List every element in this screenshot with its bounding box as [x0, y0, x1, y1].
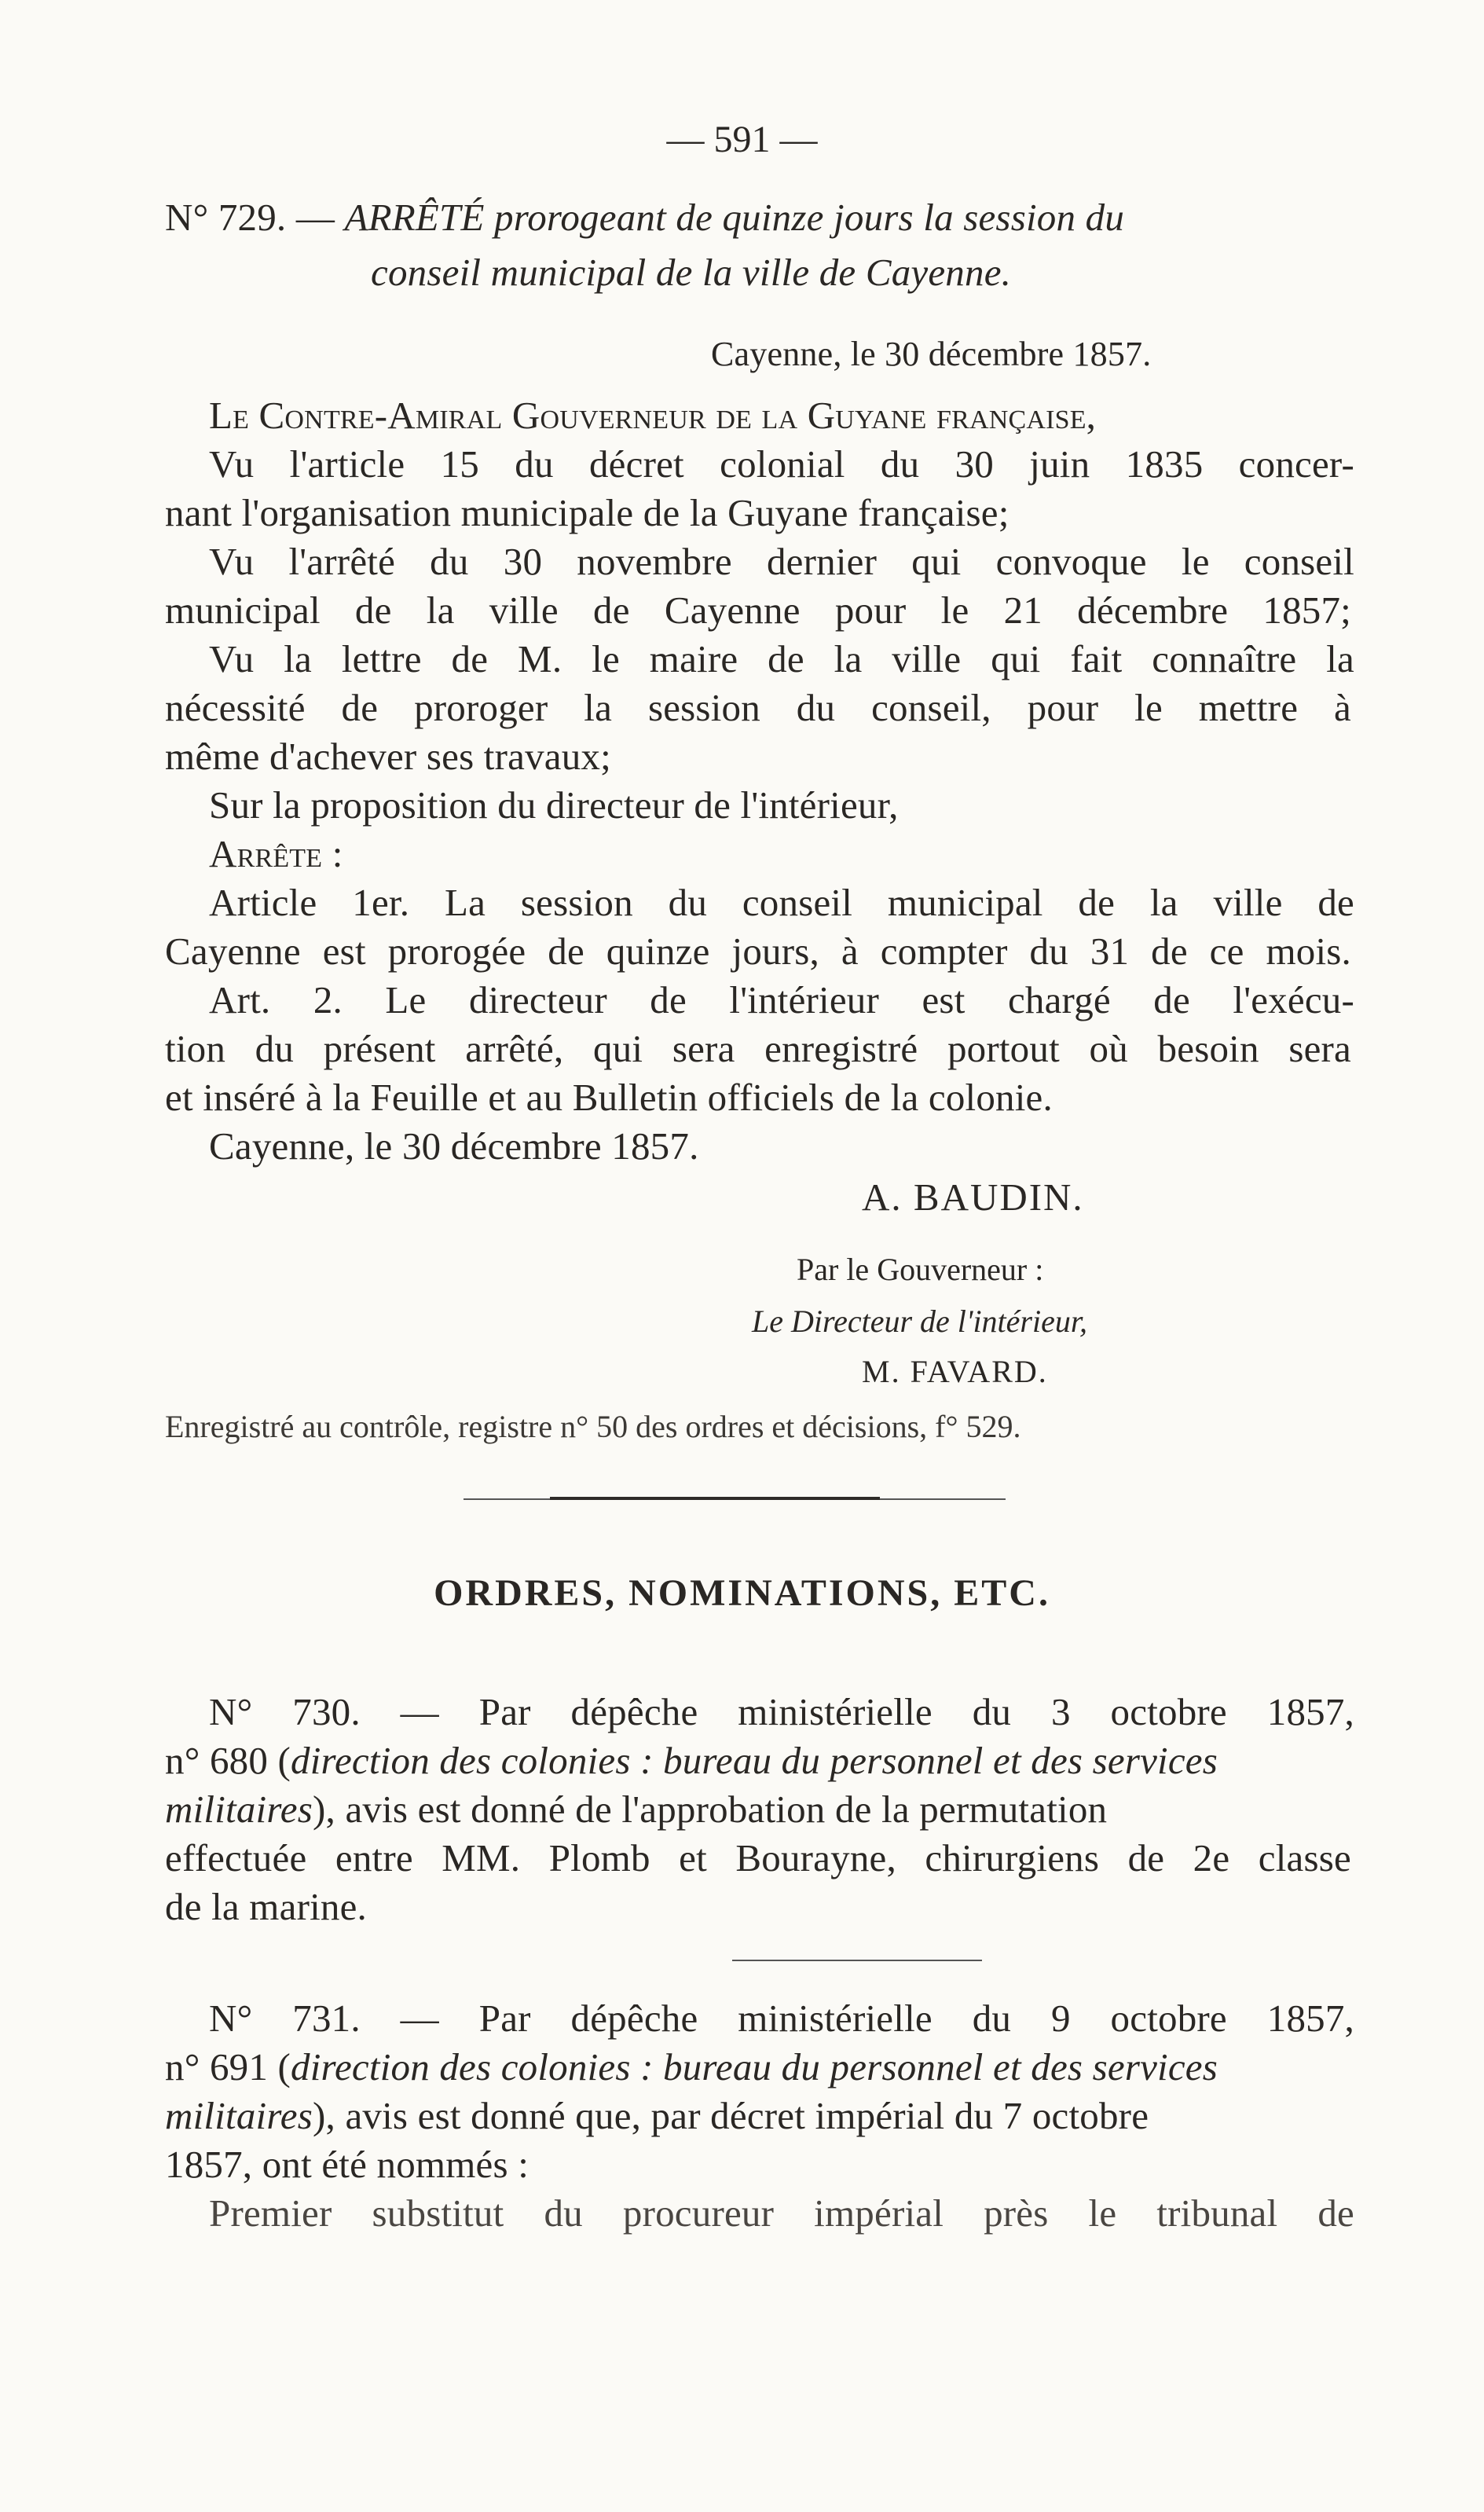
article1-line: Article 1er. La session du conseil municipal de la ville de — [209, 881, 1354, 924]
directeur-name: M. FAVARD. — [862, 1354, 1048, 1389]
item-731-line4: 1857, ont été nommés : — [165, 2143, 529, 2186]
body-line: Sur la proposition du directeur de l'intérieur, — [209, 783, 899, 827]
body-line: nécessité de proroger la session du conseil, pour le mettre à — [165, 686, 1351, 729]
arrete-title-line1 — [165, 195, 1124, 240]
arrete-number: N° 729. — — [165, 196, 335, 239]
par-le-gouverneur: Par le Gouverneur : — [797, 1252, 1044, 1287]
body-line: Vu l'article 15 du décret colonial du 30 juin 1835 concer- — [209, 442, 1354, 486]
item-730-line4: effectuée entre MM. Plomb et Bourayne, chirurgiens de 2e classe — [165, 1836, 1351, 1879]
arrete-title: ARRÊTÉ prorogeant de quinze jours la session du — [344, 196, 1125, 239]
body-line: même d'achever ses travaux; — [165, 735, 611, 778]
body-line: Vu la lettre de M. le maire de la ville qui fait connaître la — [209, 637, 1354, 680]
article2-line: Art. 2. Le directeur de l'intérieur est chargé de l'exécu- — [209, 978, 1354, 1021]
section-heading: ORDRES, NOMINATIONS, ETC. — [434, 1572, 1050, 1614]
page-number: — 591 — — [666, 119, 818, 160]
body-line: nant l'organisation municipale de la Guyane française; — [165, 491, 1009, 534]
closing-date: Cayenne, le 30 décembre 1857. — [209, 1124, 699, 1168]
arrete-title-line2: conseil municipal de la ville de Cayenne. — [371, 251, 1012, 294]
body-line: Vu l'arrêté du 30 novembre dernier qui convoque le conseil — [209, 540, 1354, 583]
item-731-line3: militaires), avis est donné que, par décret impérial du 7 octobre — [165, 2094, 1149, 2137]
item-731-line1: N° 731. — Par dépêche ministérielle du 9 octobre 1857, — [209, 1997, 1354, 2040]
signature: A. BAUDIN. — [862, 1175, 1084, 1219]
article2-line: tion du présent arrêté, qui sera enregistré portout où besoin sera — [165, 1027, 1351, 1070]
article2-line: et inséré à la Feuille et au Bulletin officiels de la colonie. — [165, 1076, 1053, 1119]
directeur-title: Le Directeur de l'intérieur, — [752, 1304, 1087, 1339]
item-separator-rule — [732, 1960, 982, 1961]
separator-rule-thick — [550, 1497, 880, 1500]
item-731-line2: n° 691 (direction des colonies : bureau du personnel et des services — [165, 2045, 1218, 2088]
item-730-line2: n° 680 (direction des colonies : bureau du personnel et des services — [165, 1739, 1218, 1782]
arrete-label: Arrête : — [209, 832, 343, 875]
article1-line: Cayenne est prorogée de quinze jours, à compter du 31 de ce mois. — [165, 930, 1351, 973]
item-731-line5: Premier substitut du procureur impérial près le tribunal de — [209, 2191, 1354, 2235]
item-730-line5: de la marine. — [165, 1885, 368, 1928]
date-line: Cayenne, le 30 décembre 1857. — [711, 335, 1152, 373]
item-730-line1: N° 730. — Par dépêche ministérielle du 3 octobre 1857, — [209, 1690, 1354, 1733]
item-730-line3: militaires), avis est donné de l'approbation de la permutation — [165, 1788, 1108, 1831]
preamble: Le Contre-Amiral Gouverneur de la Guyane française, — [209, 394, 1097, 437]
registration-line: Enregistré au contrôle, registre n° 50 des ordres et décisions, f° 529. — [165, 1409, 1021, 1444]
body-line: municipal de la ville de Cayenne pour le 21 décembre 1857; — [165, 589, 1351, 632]
